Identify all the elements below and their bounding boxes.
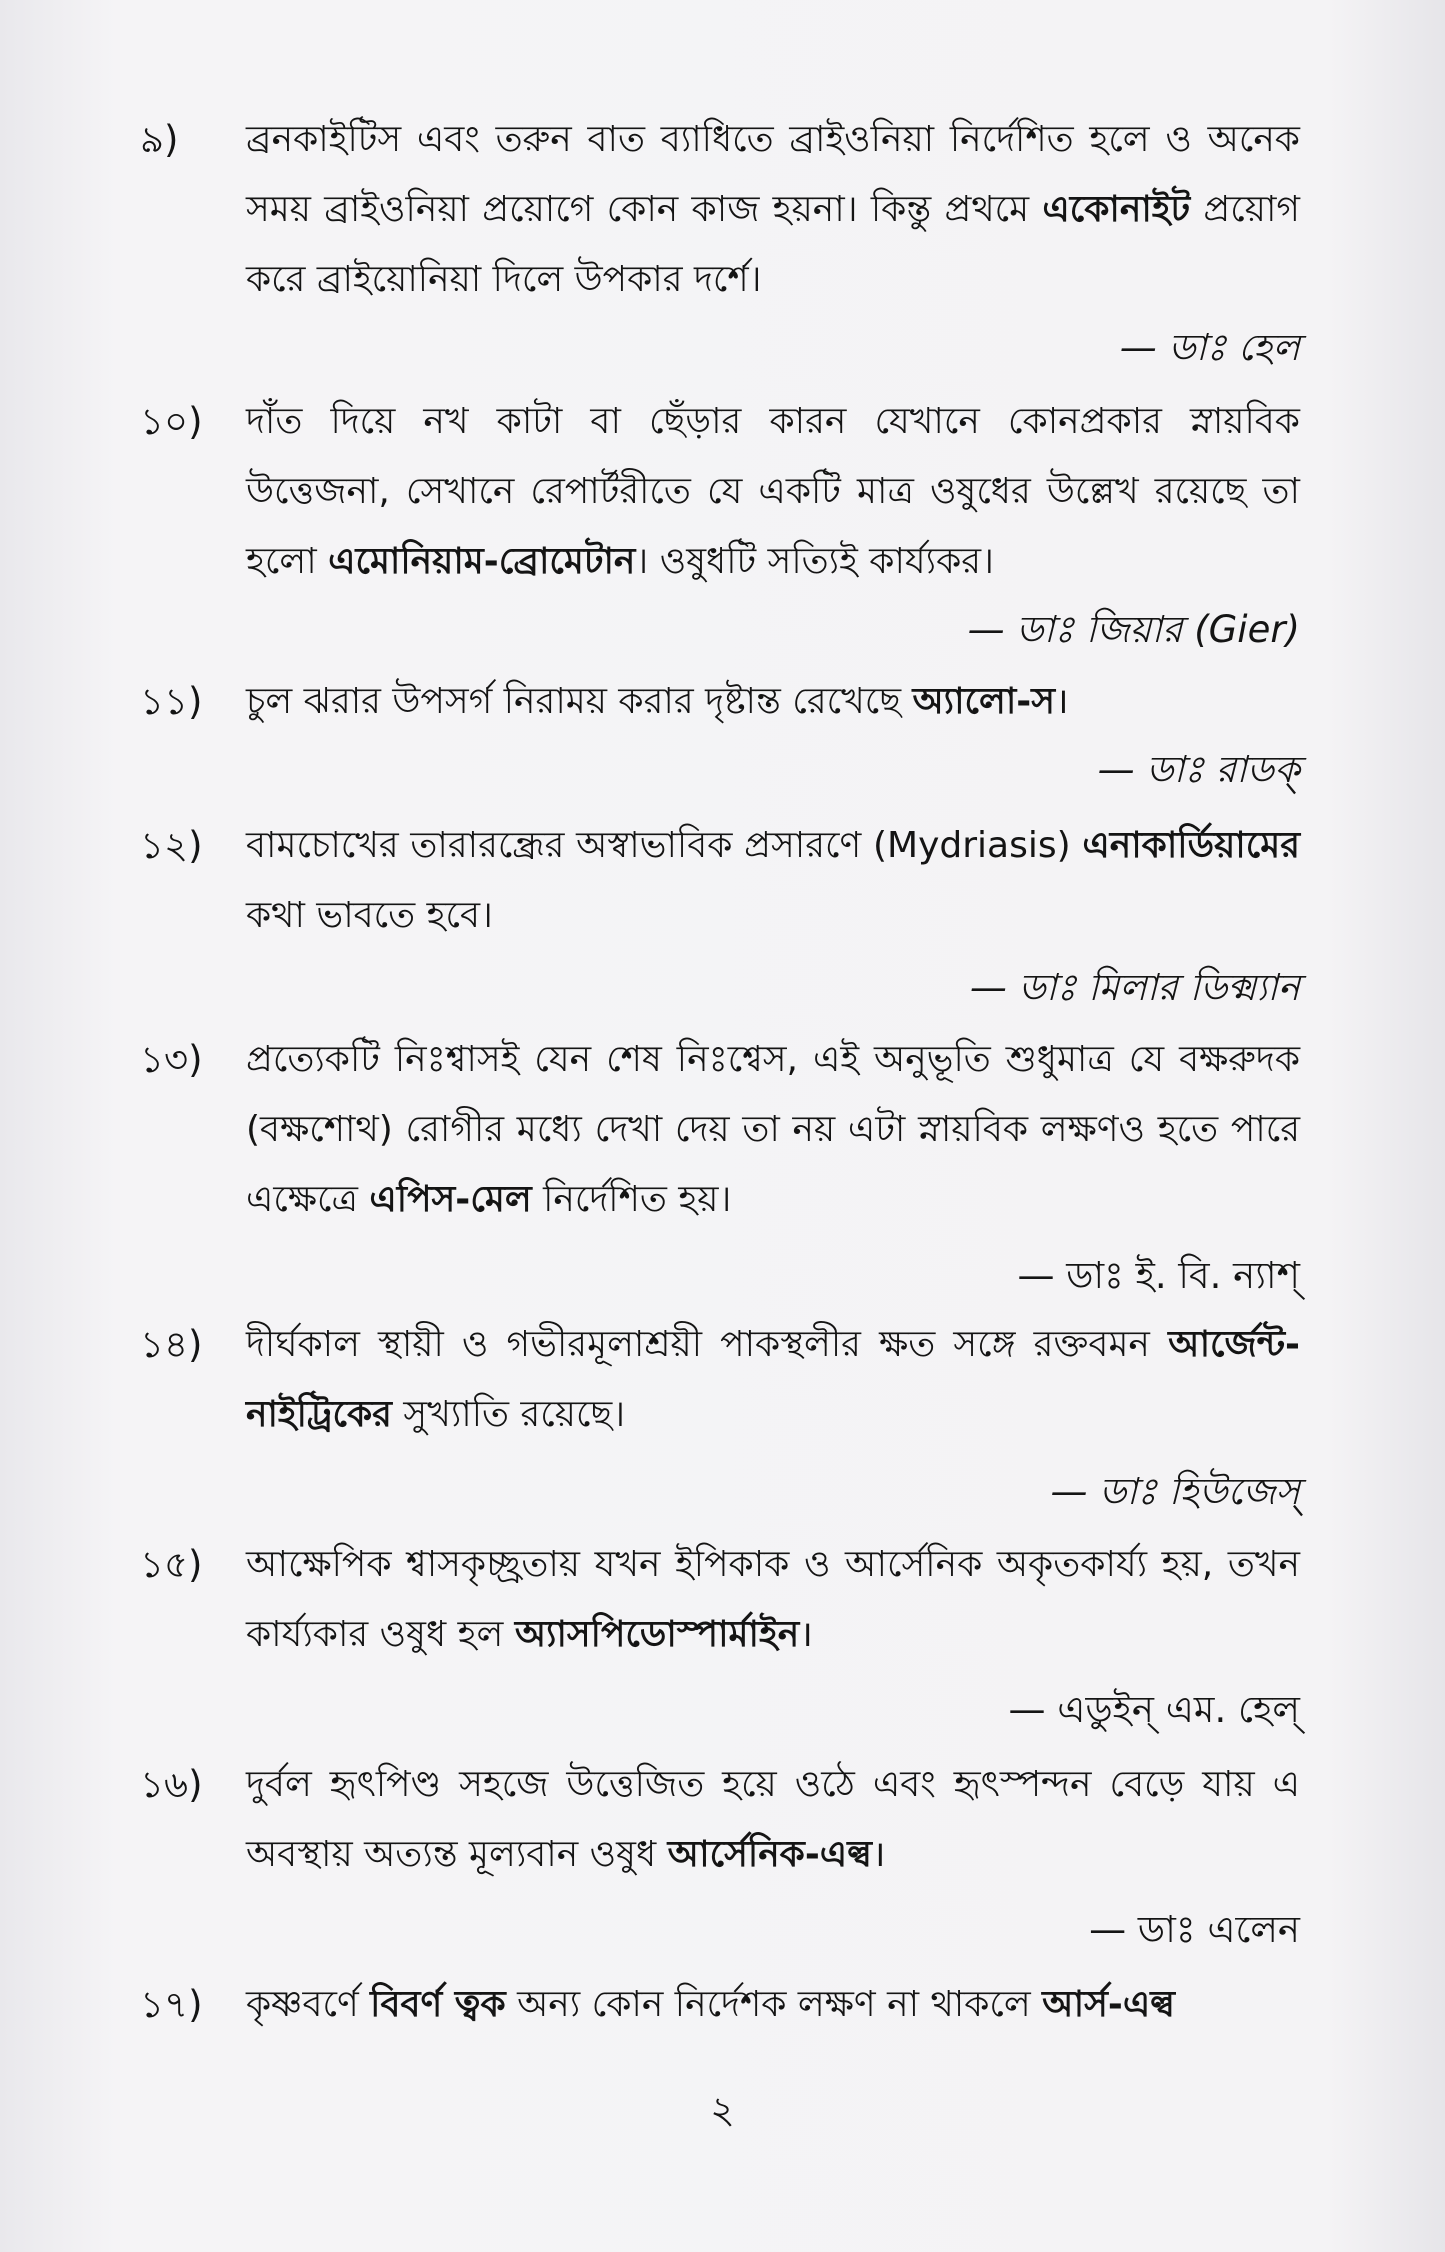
item-number: ১৩): [140, 1038, 203, 1081]
reference-author: — ডাঃ এলেন: [1089, 1908, 1300, 1951]
remedy-name: বিবর্ণ ত্বক: [370, 1984, 506, 2025]
reference-author: — ডাঃ জিয়ার (Gier): [967, 608, 1300, 651]
item-text: ব্রনকাইটিস এবং তরুন বাত ব্যাধিতে ব্রাইওনিয়া নির্দেশিত হলে ও অনেক সময় ব্রাইওনিয়া প্রয়োগে কোন কাজ হয়না। কিন্তু প্রথমে একোনাইট প্রয়োগ করে ব্রাইয়োনিয়া দিলে উপকার দর্শে।: [246, 119, 1300, 300]
item-text: প্রত্যেকটি নিঃশ্বাসই যেন শেষ নিঃশ্বেস, এই অনুভূতি শুধুমাত্র যে বক্ষরুদক (বক্ষশোথ) রোগীর মধ্যে দেখা দেয় তা নয় এটা স্নায়বিক লক্ষণও হতে পারে এক্ষেত্রে এপিস-মেল নির্দেশিত হয়।: [246, 1039, 1300, 1220]
remedy-name: আর্স-এল্ব: [1042, 1984, 1175, 2025]
remedy-name: এপিস-মেল: [369, 1179, 532, 1220]
reference-author: — এডুইন্ এম. হেল্: [1008, 1688, 1300, 1731]
reference-author: — ডাঃ হেল: [1119, 326, 1300, 369]
item-text: দাঁত দিয়ে নখ কাটা বা ছেঁড়ার কারন যেখানে কোনপ্রকার স্নায়বিক উত্তেজনা, সেখানে রেপার্টরীতে যে একটি মাত্র ওষুধের উল্লেখ রয়েছে তা হলো এমোনিয়াম-ব্রোমেটান। ওষুধটি সত্যিই কার্য্যকর।: [246, 401, 1300, 582]
list-item: [140, 667, 1300, 737]
list-item: [140, 1025, 1300, 1235]
item-text: আক্ষেপিক শ্বাসকৃচ্ছ্রতায় যখন ইপিকাক ও আর্সেনিক অকৃতকার্য্য হয়, তখন কার্য্যকার ওষুধ হল অ্যাসপিডোস্পার্মাইন।: [246, 1544, 1300, 1655]
reference-author: — ডাঃ রাডক্: [1097, 748, 1300, 791]
remedy-name: অ্যালো-স: [912, 681, 1056, 722]
reference-author: — ডাঃ মিলার ডিক্ম্যান: [969, 966, 1300, 1009]
list-item: [140, 387, 1300, 597]
item-number: ১৪): [140, 1323, 203, 1366]
list-item: [140, 1310, 1300, 1450]
remedy-name: এনাকার্ডিয়ামের: [1082, 825, 1300, 866]
item-text: দীর্ঘকাল স্থায়ী ও গভীরমূলাশ্রয়ী পাকস্থলীর ক্ষত সঙ্গে রক্তবমন আর্জেন্ট-নাইট্রিকের সুখ্যাতি রয়েছে।: [246, 1324, 1300, 1435]
item-text: দুর্বল হৃৎপিণ্ড সহজে উত্তেজিত হয়ে ওঠে এবং হৃৎস্পন্দন বেড়ে যায় এ অবস্থায় অত্যন্ত মূল্যবান ওষুধ আর্সেনিক-এল্ব।: [246, 1764, 1300, 1875]
item-number: ১৬): [140, 1763, 203, 1806]
item-number: ৯): [140, 118, 179, 161]
item-text: কৃষ্ণবর্ণে বিবর্ণ ত্বক অন্য কোন নির্দেশক লক্ষণ না থাকলে আর্স-এল্ব: [246, 1984, 1175, 2025]
remedy-name: এমোনিয়াম-ব্রোমেটান: [328, 541, 636, 582]
remedy-name: অ্যাসপিডোস্পার্মাইন: [514, 1614, 800, 1655]
remedy-name: আর্সেনিক-এল্ব: [667, 1834, 872, 1875]
list-item: [140, 811, 1300, 951]
list-item: [140, 1970, 1300, 2040]
item-text: বামচোখের তারারন্ধ্রের অস্বাভাবিক প্রসারণে (Mydriasis) এনাকার্ডিয়ামের কথা ভাবতে হবে।: [246, 825, 1300, 936]
item-number: ১৫): [140, 1543, 203, 1586]
remedy-name: একোনাইট: [1042, 189, 1191, 230]
reference-author: — ডাঃ হিউজেস্: [1050, 1470, 1300, 1513]
remedy-name: আর্জেন্ট-নাইট্রিকের: [246, 1324, 1300, 1435]
reference-author: — ডাঃ ই. বি. ন্যাশ্: [1017, 1254, 1300, 1297]
list-item: [140, 1530, 1300, 1670]
page-number: ২: [710, 2088, 735, 2132]
item-number: ১৭): [140, 1983, 203, 2026]
item-number: ১২): [140, 824, 203, 867]
item-number: ১১): [140, 680, 203, 723]
list-item: [140, 1750, 1300, 1890]
list-item: [140, 105, 1300, 315]
item-text: চুল ঝরার উপসর্গ নিরাময় করার দৃষ্টান্ত রেখেছে অ্যালো-স।: [246, 681, 1069, 722]
item-number: ১০): [140, 400, 203, 443]
